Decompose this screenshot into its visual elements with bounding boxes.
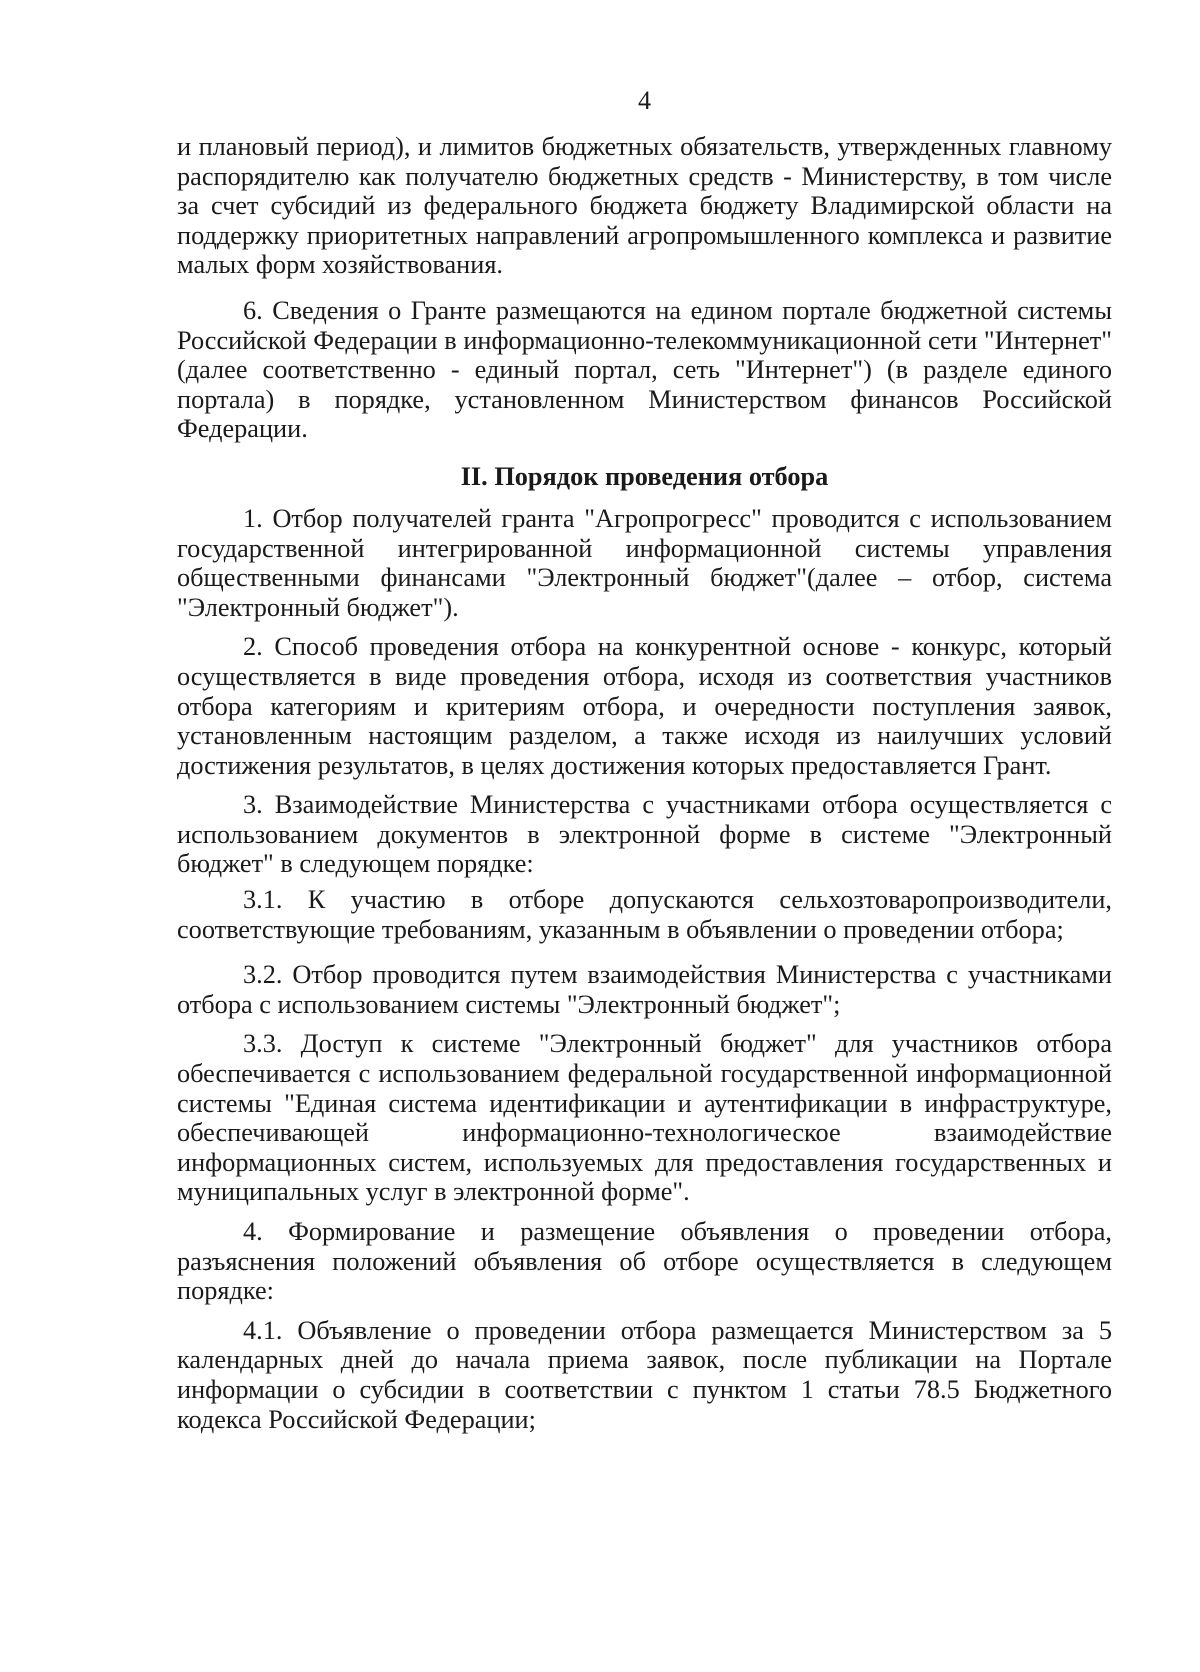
paragraph-section-2: 2. Способ проведения отбора на конкурентной основе - конкурс, который осуществляется в виде проведения отбора, исходя из соответствия участников отбора категориям и критериям отбора, и очередности поступления заявок, установленным настоящим разделом, а также исходя из наилучших условий достижения результатов, в целях достижения которых предоставляется Грант. — [177, 632, 1112, 780]
paragraph-continuation: и плановый период), и лимитов бюджетных обязательств, утвержденных главному распорядителю как получателю бюджетных средств - Министерству, в том числе за счет субсидий из федерального бюджета бюджету Владимирской области на поддержку приоритетных направлений агропромышленного комплекса и развитие малых форм хозяйствования. — [177, 132, 1112, 280]
page-number: 4 — [638, 86, 651, 115]
paragraph-section-3-2: 3.2. Отбор проводится путем взаимодействия Министерства с участниками отбора с использованием системы "Электронный бюджет"; — [177, 960, 1112, 1019]
paragraph-section-3-1: 3.1. К участию в отборе допускаются сельхозтоваропроизводители, соответствующие требованиям, указанным в объявлении о проведении отбора; — [177, 885, 1112, 944]
document-body — [177, 132, 1112, 1434]
paragraph-section-3-3: 3.3. Доступ к системе "Электронный бюджет" для участников отбора обеспечивается с использованием федеральной государственной информационной системы "Единая система идентификации и аутентификации в инфраструктуре, обеспечивающей информационно-технологическое взаимодействие информационных систем, используемых для предоставления государственных и муниципальных услуг в электронной форме". — [177, 1029, 1112, 1207]
paragraph-section-4-1: 4.1. Объявление о проведении отбора размещается Министерством за 5 календарных дней до начала приема заявок, после публикации на Портале информации о субсидии в соответствии с пунктом 1 статьи 78.5 Бюджетного кодекса Российской Федерации; — [177, 1315, 1112, 1434]
paragraph-6: 6. Сведения о Гранте размещаются на едином портале бюджетной системы Российской Федерации в информационно-телекоммуникационной сети "Интернет" (далее соответственно - единый портал, сеть "Интернет") (в разделе единого портала) в порядке, установленном Министерством финансов Российской Федерации. — [177, 295, 1112, 444]
paragraph-section-1: 1. Отбор получателей гранта "Агропрогресс" проводится с использованием государственной интегрированной информационной системы управления общественными финансами "Электронный бюджет"(далее – отбор, система "Электронный бюджет"). — [177, 503, 1112, 622]
paragraph-section-3: 3. Взаимодействие Министерства с участниками отбора осуществляется с использованием документов в электронной форме в системе "Электронный бюджет" в следующем порядке: — [177, 790, 1112, 879]
paragraph-section-4: 4. Формирование и размещение объявления о проведении отбора, разъяснения положений объявления об отборе осуществляется в следующем порядке: — [177, 1217, 1112, 1306]
section-heading: II. Порядок проведения отбора — [460, 461, 829, 491]
